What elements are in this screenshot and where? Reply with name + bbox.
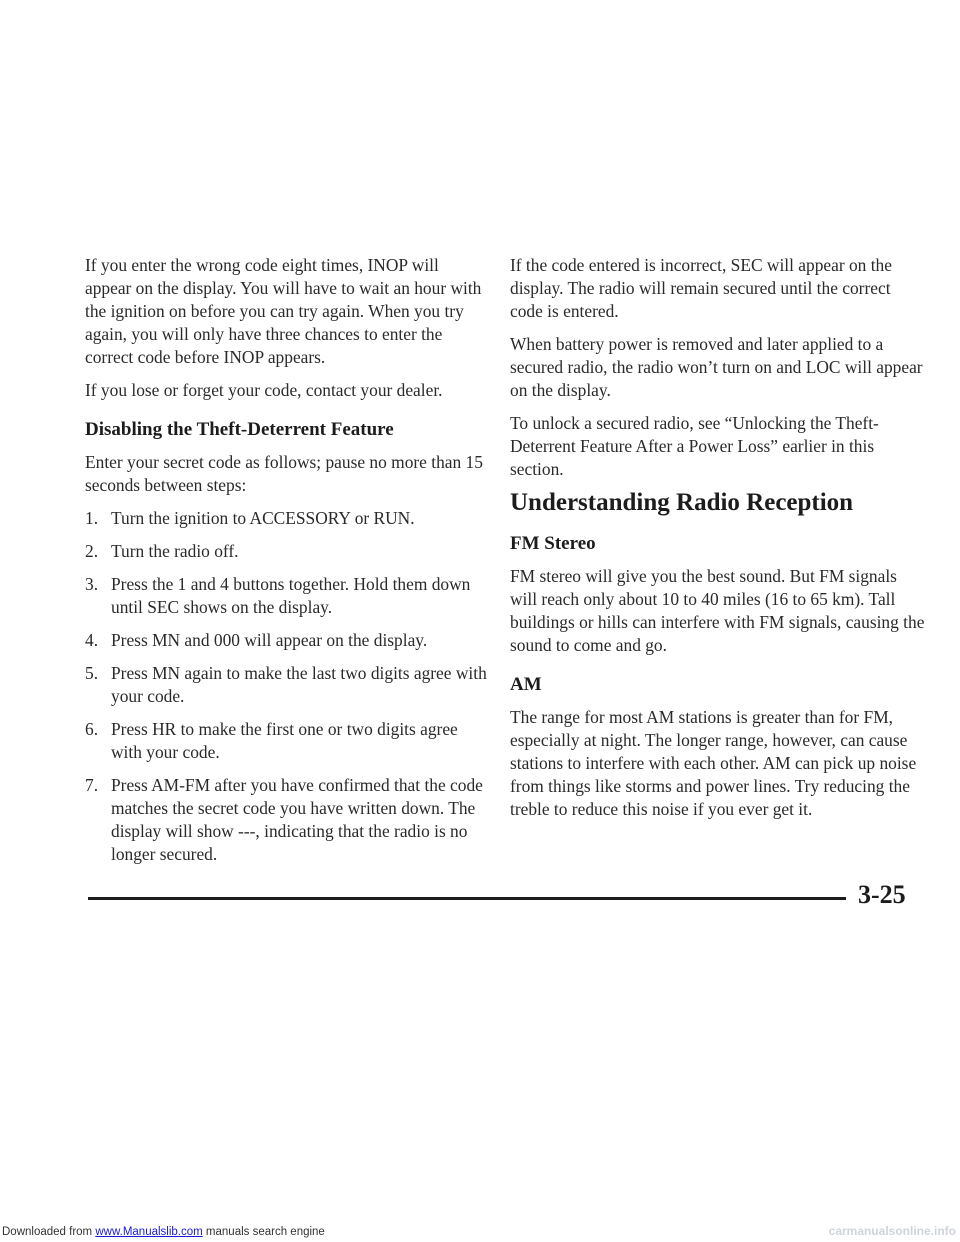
- step-number: 4.: [85, 630, 99, 650]
- list-item: [85, 718, 487, 764]
- reception-heading: Understanding Radio Reception: [510, 489, 854, 516]
- step-number: 6.: [85, 719, 99, 739]
- list-item: [85, 662, 487, 708]
- list-item: [85, 540, 487, 563]
- step-text: Press MN again to make the last two digits agree with your code.: [111, 663, 487, 706]
- step-number: 5.: [85, 663, 99, 683]
- watermark: carmanualsonline.info: [828, 1224, 956, 1238]
- step-text: Turn the radio off.: [111, 541, 239, 561]
- list-item: [85, 507, 487, 530]
- footer-rule: [88, 897, 846, 900]
- step-text: Press MN and 000 will appear on the display.: [111, 630, 428, 650]
- intro-paragraph: If you enter the wrong code eight times, INOP will appear on the display. You will have to wait an hour with the ignition on before you can try again. When you try again, you will only have three chances to enter the correct code before INOP appears.: [85, 255, 482, 367]
- unlock-paragraph: To unlock a secured radio, see “Unlocking the Theft-Deterrent Feature After a Power Loss” earlier in this section.: [510, 413, 879, 479]
- step-number: 7.: [85, 775, 99, 795]
- page-number: 3-25: [858, 880, 906, 909]
- am-paragraph: The range for most AM stations is greater than for FM, especially at night. The longer range, however, can cause stations to interfere with each other. AM can pick up noise from things like storms and power lines. Try reducing the treble to reduce this noise if you ever get it.: [510, 707, 917, 819]
- step-number: 1.: [85, 508, 99, 528]
- disabling-intro: Enter your secret code as follows; pause no more than 15 seconds between steps:: [85, 452, 483, 495]
- download-banner: [2, 1226, 325, 1238]
- list-item: [85, 573, 487, 619]
- right-column: [510, 254, 926, 831]
- incorrect-code-paragraph: If the code entered is incorrect, SEC will appear on the display. The radio will remain secured until the correct code is entered.: [510, 255, 892, 321]
- download-suffix: manuals search engine: [205, 1226, 325, 1238]
- step-number: 2.: [85, 541, 99, 561]
- list-item: [85, 774, 487, 866]
- manualslib-link[interactable]: www.Manualslib.com: [95, 1226, 203, 1238]
- fm-heading: FM Stereo: [510, 533, 596, 554]
- download-prefix: Downloaded from: [2, 1226, 93, 1238]
- steps-list: [85, 507, 487, 866]
- battery-paragraph: When battery power is removed and later applied to a secured radio, the radio won’t turn on and LOC will appear on the display.: [510, 334, 923, 400]
- disabling-heading: Disabling the Theft-Deterrent Feature: [85, 419, 394, 440]
- lose-code-paragraph: If you lose or forget your code, contact your dealer.: [85, 380, 443, 400]
- step-text: Press HR to make the first one or two digits agree with your code.: [111, 719, 458, 762]
- fm-paragraph: FM stereo will give you the best sound. But FM signals will reach only about 10 to 40 miles (16 to 65 km). Tall buildings or hills can interfere with FM signals, causing the sound to come and go.: [510, 566, 925, 655]
- list-item: [85, 629, 487, 652]
- step-number: 3.: [85, 574, 99, 594]
- step-text: Press AM-FM after you have confirmed that the code matches the secret code you have written down. The display will show ---, indicating that the radio is no longer secured.: [111, 775, 483, 864]
- left-column: [85, 254, 487, 876]
- step-text: Press the 1 and 4 buttons together. Hold them down until SEC shows on the display.: [111, 574, 471, 617]
- am-heading: AM: [510, 674, 542, 695]
- step-text: Turn the ignition to ACCESSORY or RUN.: [111, 508, 415, 528]
